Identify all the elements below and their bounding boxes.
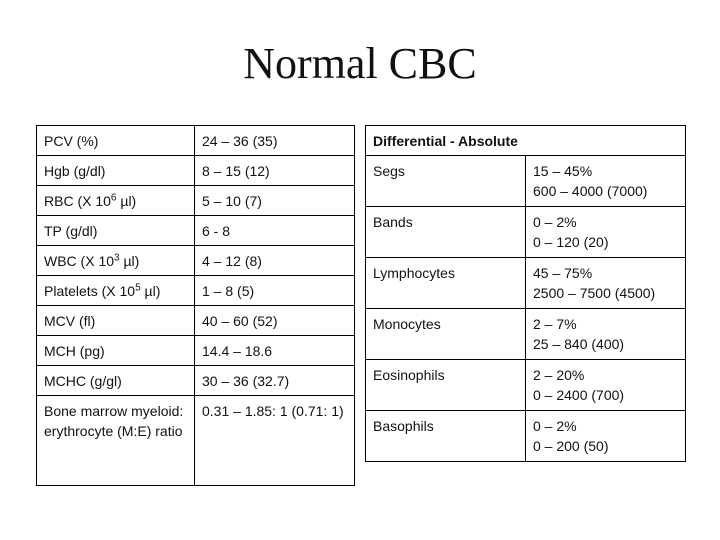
page-title: Normal CBC (243, 39, 477, 88)
row-label: TP (g/dl) (37, 216, 195, 246)
cell-range (526, 258, 686, 309)
label-exponent: 5 (135, 282, 141, 294)
row-value: 6 - 8 (195, 216, 355, 246)
percent-range: 0 – 2% (533, 418, 577, 434)
row-value: 14.4 – 18.6 (195, 336, 355, 366)
absolute-range: 0 – 200 (50) (533, 438, 609, 454)
table-row (366, 156, 686, 207)
label-unit: µl) (119, 253, 140, 269)
table-row (366, 207, 686, 258)
row-value: 24 – 36 (35) (195, 126, 355, 156)
percent-range: 0 – 2% (533, 214, 577, 230)
differential-header: Differential - Absolute (366, 126, 686, 156)
row-label: Hgb (g/dl) (37, 156, 195, 186)
label-exponent: 3 (114, 252, 120, 264)
label-unit: µl) (116, 193, 137, 209)
table-row (37, 336, 355, 366)
table-row (37, 246, 355, 276)
row-label (37, 276, 195, 306)
table-row (37, 366, 355, 396)
row-label: MCV (fl) (37, 306, 195, 336)
table-header-row (366, 126, 686, 156)
row-value: 4 – 12 (8) (195, 246, 355, 276)
table-row (37, 156, 355, 186)
cell-range (526, 156, 686, 207)
table-row (366, 258, 686, 309)
row-value: 8 – 15 (12) (195, 156, 355, 186)
table-row (366, 360, 686, 411)
row-label: MCH (pg) (37, 336, 195, 366)
cell-type: Bands (366, 207, 526, 258)
cell-type: Lymphocytes (366, 258, 526, 309)
percent-range: 45 – 75% (533, 265, 593, 281)
cbc-values-table (36, 125, 355, 486)
label-unit: µl) (140, 283, 161, 299)
label-text: RBC (X 10 (44, 193, 111, 209)
row-value: 1 – 8 (5) (195, 276, 355, 306)
row-label: Bone marrow myeloid: erythrocyte (M:E) ratio (37, 396, 195, 486)
cell-range (526, 207, 686, 258)
label-text: WBC (X 10 (44, 253, 115, 269)
table-row (37, 216, 355, 246)
row-label: MCHC (g/gl) (37, 366, 195, 396)
row-label (37, 246, 195, 276)
cell-type: Eosinophils (366, 360, 526, 411)
row-label (37, 186, 195, 216)
absolute-range: 25 – 840 (400) (533, 336, 625, 352)
differential-table (365, 125, 686, 462)
table-row (37, 186, 355, 216)
table-row (366, 411, 686, 462)
absolute-range: 0 – 120 (20) (533, 234, 609, 250)
row-value: 5 – 10 (7) (195, 186, 355, 216)
row-value: 40 – 60 (52) (195, 306, 355, 336)
table-row (37, 126, 355, 156)
absolute-range: 600 – 4000 (7000) (533, 183, 648, 199)
row-value: 0.31 – 1.85: 1 (0.71: 1) (195, 396, 355, 486)
percent-range: 2 – 20% (533, 367, 585, 383)
cell-range (526, 360, 686, 411)
absolute-range: 0 – 2400 (700) (533, 387, 625, 403)
table-row (37, 396, 355, 486)
cell-range (526, 411, 686, 462)
label-exponent: 6 (110, 192, 117, 204)
row-value: 30 – 36 (32.7) (195, 366, 355, 396)
table-row (37, 276, 355, 306)
label-text: Platelets (X 10 (44, 283, 136, 299)
cell-range (526, 309, 686, 360)
cell-type: Segs (366, 156, 526, 207)
absolute-range: 2500 – 7500 (4500) (533, 285, 656, 301)
table-row (366, 309, 686, 360)
percent-range: 2 – 7% (533, 316, 577, 332)
row-label: PCV (%) (37, 126, 195, 156)
table-row (37, 306, 355, 336)
percent-range: 15 – 45% (533, 163, 593, 179)
cell-type: Basophils (366, 411, 526, 462)
cell-type: Monocytes (366, 309, 526, 360)
